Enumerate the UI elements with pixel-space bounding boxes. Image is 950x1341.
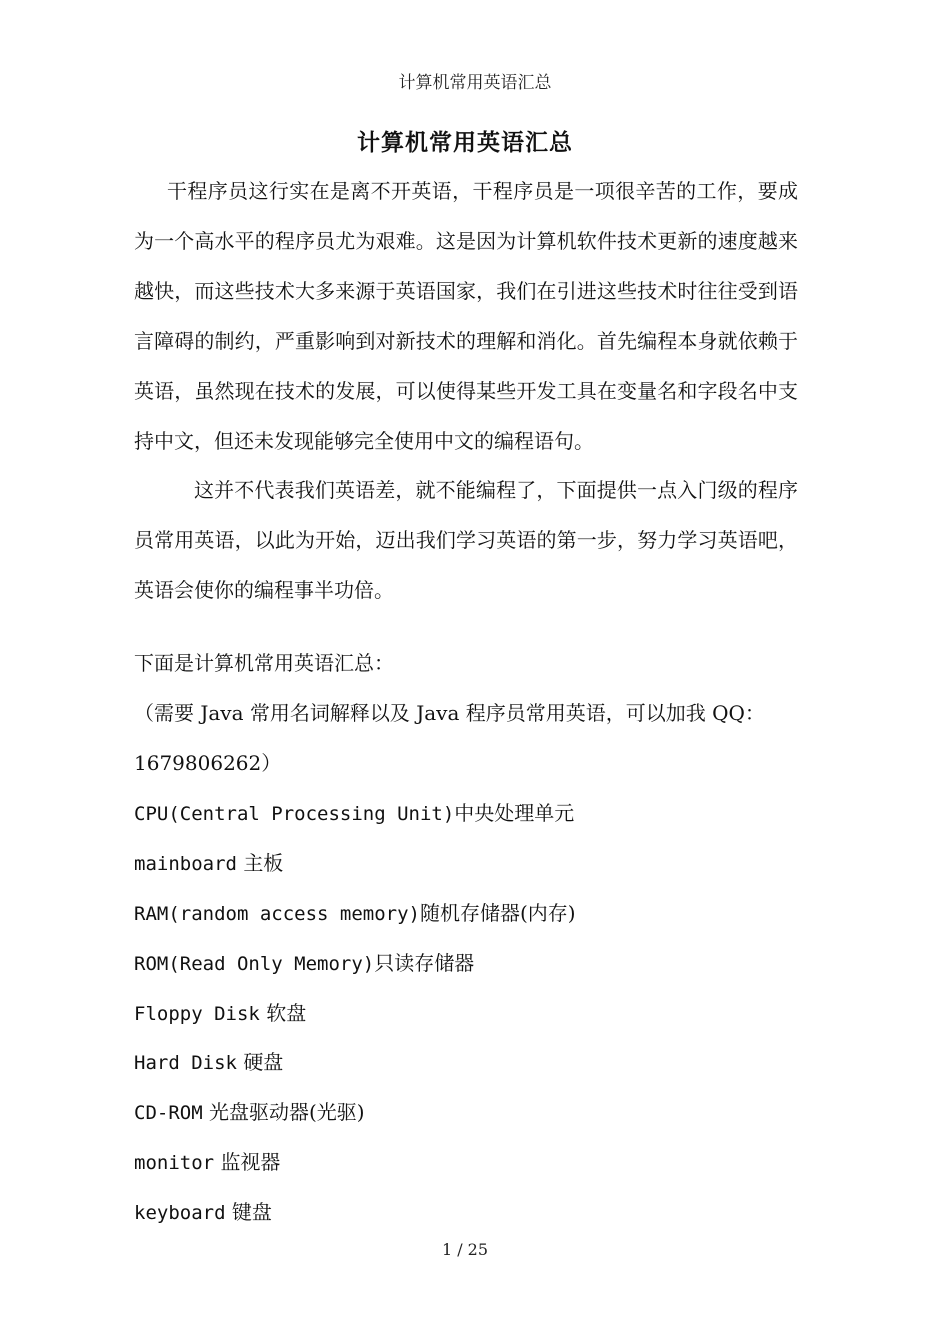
term-english: CPU(Central Processing Unit) — [134, 803, 455, 825]
intro-paragraph: 干程序员这行实在是离不开英语，干程序员是一项很辛苦的工作，要成为一个高水平的程序员尤为艰难。这是因为计算机软件技术更新的速度越来越快，而这些技术大多来源于英语国家，我们在引进这些技术时往往受到语言障碍的制约，严重影响到对新技术的理解和消化。首先编程本身就依赖于英语，虽然现在技术的发展，可以使得某些开发工具在变量名和字段名中支持中文，但还未发现能够完全使用中文的编程语句。 — [134, 179, 798, 453]
contact-note: （需要 Java 常用名词解释以及 Java 程序员常用英语，可以加我 QQ： — [134, 701, 765, 725]
term-item — [134, 1037, 814, 1088]
term-item — [134, 938, 814, 989]
second-paragraph: 这并不代表我们英语差，就不能编程了，下面提供一点入门级的程序员常用英语，以此为开始，迈出我们学习英语的第一步，努力学习英语吧，英语会使你的编程事半功倍。 — [134, 478, 798, 602]
term-chinese: 监视器 — [220, 1150, 281, 1174]
term-chinese: 随机存储器(内存) — [419, 901, 576, 925]
term-chinese: 主板 — [243, 851, 284, 875]
list-intro: 下面是计算机常用英语汇总： — [134, 651, 394, 675]
term-chinese: 键盘 — [231, 1200, 272, 1224]
term-english: monitor — [134, 1152, 215, 1174]
term-item — [134, 1087, 814, 1138]
term-item — [134, 1187, 814, 1238]
term-english: Floppy Disk — [134, 1003, 260, 1025]
term-chinese: 光盘驱动器(光驱) — [209, 1100, 365, 1124]
term-english: CD-ROM — [134, 1102, 203, 1124]
document-title: 计算机常用英语汇总 — [357, 129, 573, 156]
term-item — [134, 1137, 814, 1188]
running-header: 计算机常用英语汇总 — [398, 73, 552, 93]
term-item — [134, 888, 814, 939]
contact-number: 1679806262） — [134, 751, 282, 775]
term-item — [134, 988, 814, 1039]
term-english: keyboard — [134, 1202, 226, 1224]
term-item — [134, 838, 814, 889]
term-english: ROM(Read Only Memory) — [134, 953, 375, 975]
term-chinese: 只读存储器 — [374, 951, 475, 975]
term-chinese: 中央处理单元 — [454, 801, 575, 825]
page-number: 1 / 25 — [441, 1240, 489, 1259]
term-english: RAM(random access memory) — [134, 903, 420, 925]
term-chinese: 软盘 — [266, 1001, 307, 1025]
term-chinese: 硬盘 — [243, 1050, 284, 1074]
term-english: Hard Disk — [134, 1052, 237, 1074]
term-english: mainboard — [134, 853, 237, 875]
term-item — [134, 788, 814, 839]
